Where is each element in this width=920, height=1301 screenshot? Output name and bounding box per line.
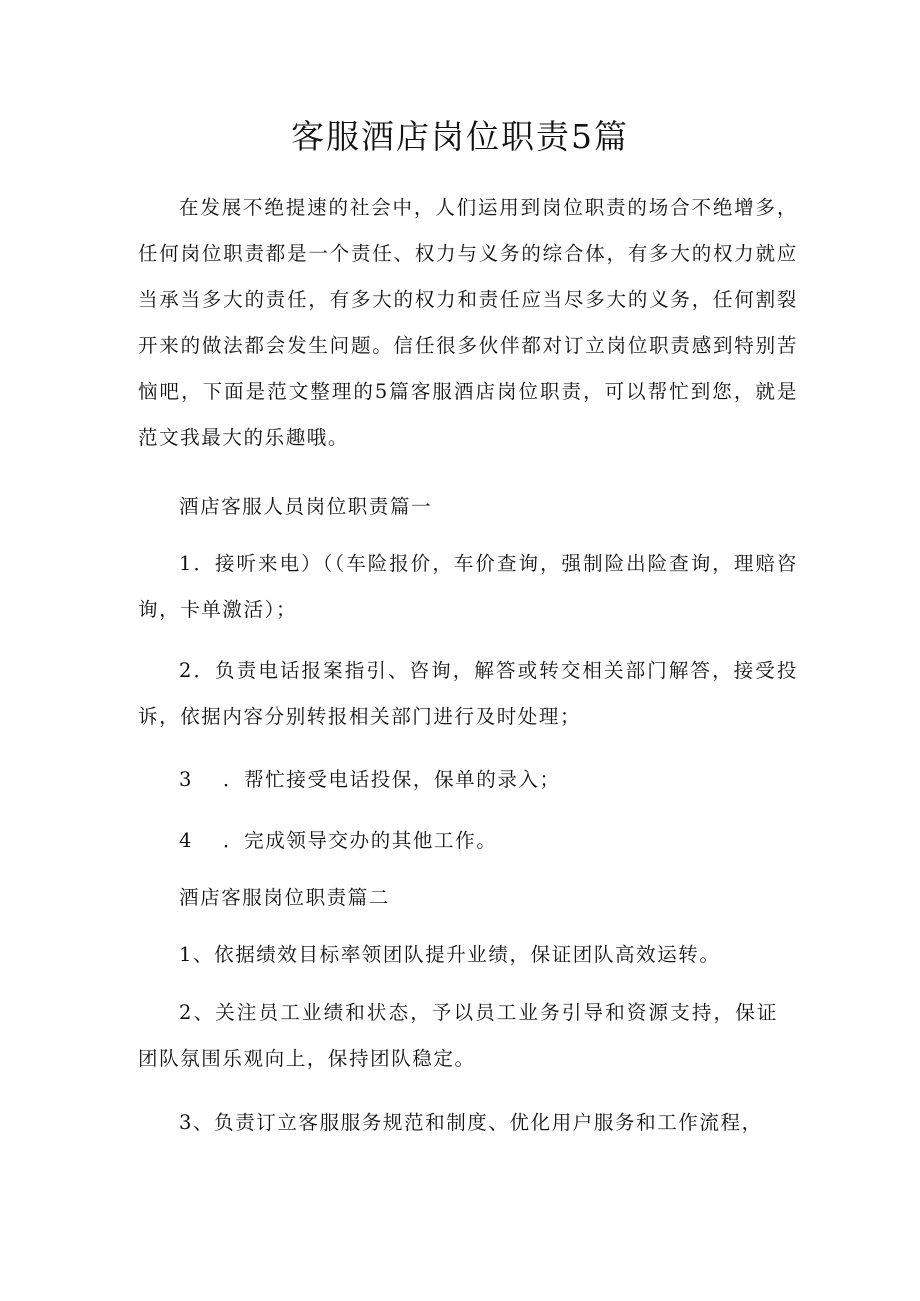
item-number: 3 <box>179 768 194 791</box>
item-text: ．完成领导交办的其他工作。 <box>223 829 498 852</box>
section1-item-2: 2．负责电话报案指引、咨询，解答或转交相关部门解答，接受投诉，依据内容分别转报相关部门进行及时处理； <box>138 659 798 728</box>
section-heading-2: 酒店客服岗位职责篇二 <box>179 886 391 909</box>
item-text: ．帮忙接受电话投保，保单的录入； <box>223 768 561 791</box>
section-heading-1: 酒店客服人员岗位职责篇一 <box>179 495 433 518</box>
section1-item-4 <box>138 818 798 864</box>
section2-item-3: 3、负责订立客服服务规范和制度、优化用户服务和工作流程， <box>179 1111 763 1134</box>
section2-item-1: 1、依据绩效目标率领团队提升业绩，保证团队高效运转。 <box>179 943 721 966</box>
intro-paragraph: 在发展不绝提速的社会中，人们运用到岗位职责的场合不绝增多，任何岗位职责都是一个责任、权力与义务的综合体，有多大的权力就应当承当多大的责任，有多大的权力和责任应当尽多大的义务，任何割裂开来的做法都会发生问题。信任很多伙伴都对订立岗位职责感到特别苦恼吧，下面是范文整理的5篇客服酒店岗位职责，可以帮忙到您，就是范文我最大的乐趣哦。 <box>138 196 798 449</box>
document-title: 客服酒店岗位职责5篇 <box>291 117 629 156</box>
section1-item-1: 1．接听来电）（（车险报价，车价查询，强制险出险查询，理赔咨询，卡单激活）； <box>138 552 798 621</box>
section1-item-3 <box>138 757 798 803</box>
section2-item-2: 2、关注员工业绩和状态，予以员工业务引导和资源支持，保证团队氛围乐观向上，保持团队稳定。 <box>138 1001 778 1070</box>
item-number: 4 <box>179 829 194 852</box>
